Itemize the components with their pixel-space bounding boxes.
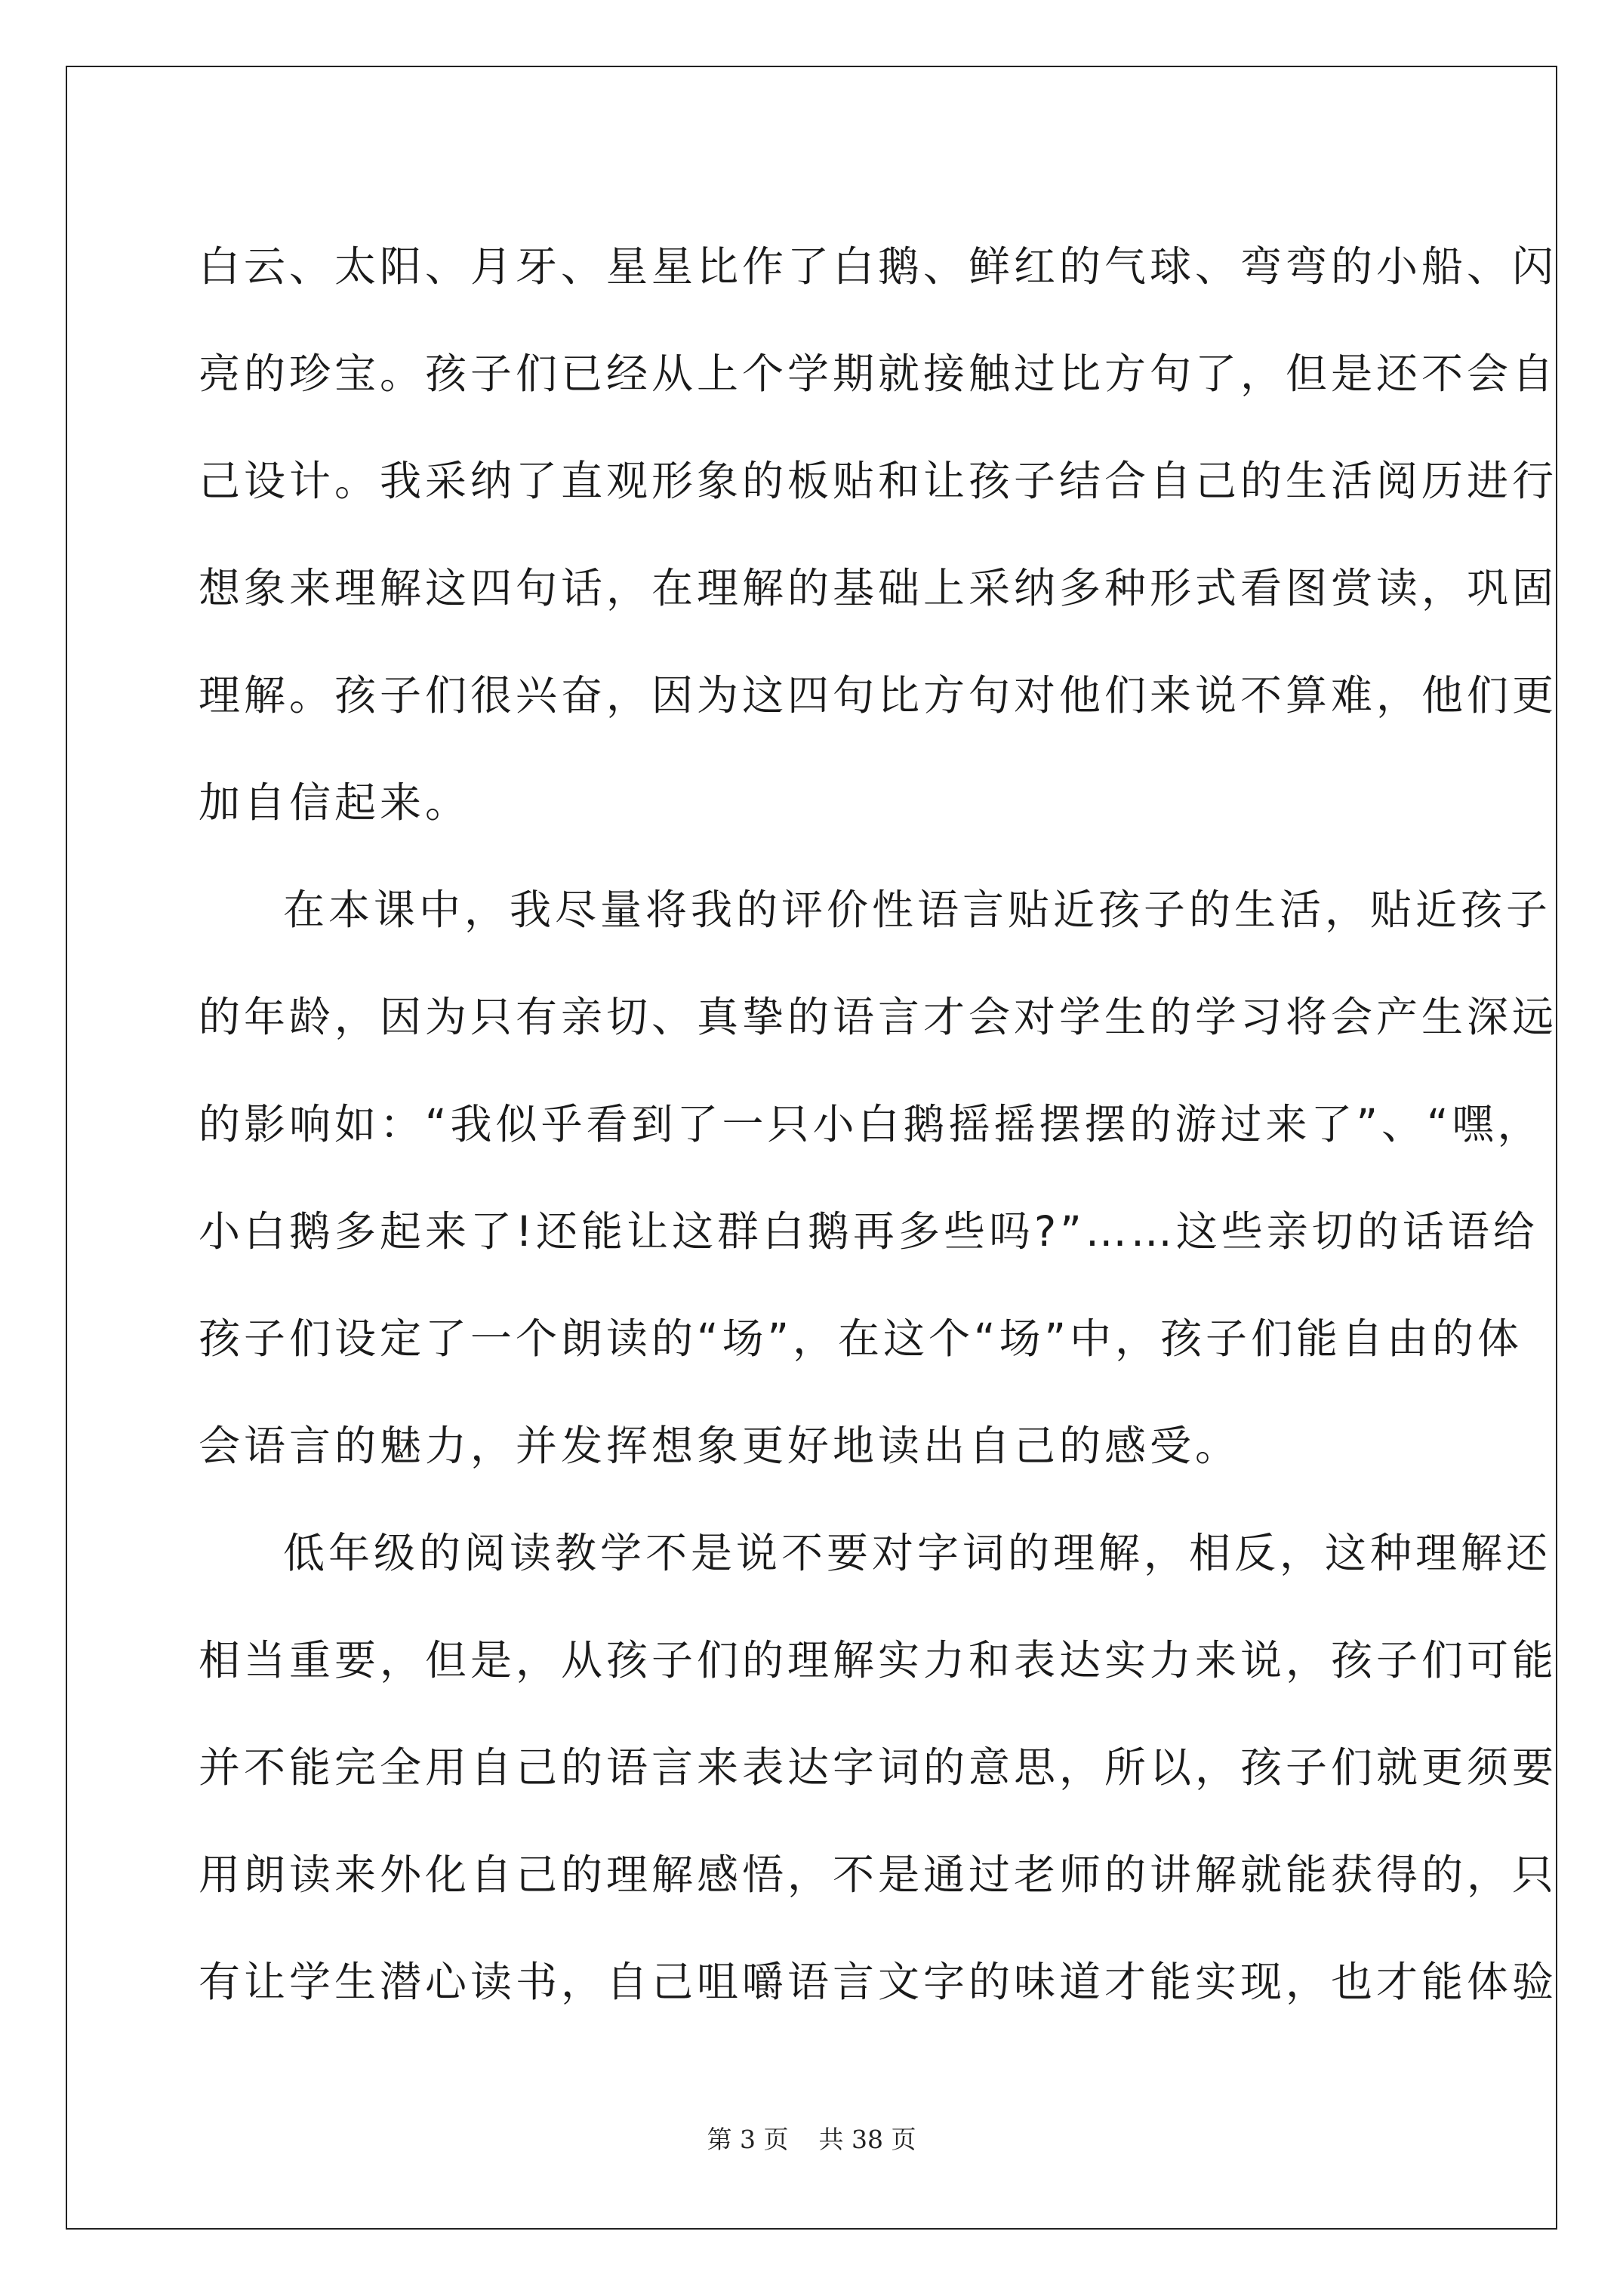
text-line: 的影响如：“我似乎看到了一只小白鹅摇摇摆摆的游过来了”、“嘿， <box>199 1100 1543 1148</box>
text-line: 用朗读来外化自己的理解感悟，不是通过老师的讲解就能获得的，只 <box>199 1851 1558 1899</box>
text-line: 在本课中，我尽量将我的评价性语言贴近孩子的生活，贴近孩子 <box>283 886 1552 934</box>
page-number-total: 共 38 页 <box>818 2125 916 2154</box>
text-line: 相当重要，但是，从孩子们的理解实力和表达实力来说，孩子们可能 <box>199 1636 1558 1684</box>
text-line: 白云、太阳、月牙、星星比作了白鹅、鲜红的气球、弯弯的小船、闪 <box>199 242 1558 291</box>
page-number-current: 第 3 页 <box>707 2125 789 2154</box>
text-line: 的年龄，因为只有亲切、真挚的语言才会对学生的学习将会产生深远 <box>199 993 1558 1041</box>
text-line: 理解。孩子们很兴奋，因为这四句比方句对他们来说不算难，他们更 <box>199 671 1558 720</box>
text-line: 加自信起来。 <box>199 778 471 827</box>
text-line: 低年级的阅读教学不是说不要对字词的理解，相反，这种理解还 <box>283 1529 1552 1577</box>
text-line: 会语言的魅力，并发挥想象更好地读出自己的感受。 <box>199 1422 1241 1470</box>
text-line: 有让学生潜心读书，自己咀嚼语言文字的味道才能实现，也才能体验 <box>199 1958 1558 2006</box>
page-footer <box>0 2120 1623 2156</box>
text-line: 想象来理解这四句话，在理解的基础上采纳多种形式看图赏读，巩固 <box>199 564 1558 612</box>
text-line: 小白鹅多起来了!还能让这群白鹅再多些吗?”……这些亲切的话语给 <box>199 1207 1538 1256</box>
text-line: 孩子们设定了一个朗读的“场”，在这个“场”中，孩子们能自由的体 <box>199 1314 1523 1363</box>
text-line: 并不能完全用自己的语言来表达字词的意思，所以，孩子们就更须要 <box>199 1743 1558 1792</box>
text-line: 己设计。我采纳了直观形象的板贴和让孩子结合自己的生活阅历进行 <box>199 457 1558 505</box>
text-line: 亮的珍宝。孩子们已经从上个学期就接触过比方句了，但是还不会自 <box>199 350 1558 398</box>
document-body <box>199 213 1558 2036</box>
